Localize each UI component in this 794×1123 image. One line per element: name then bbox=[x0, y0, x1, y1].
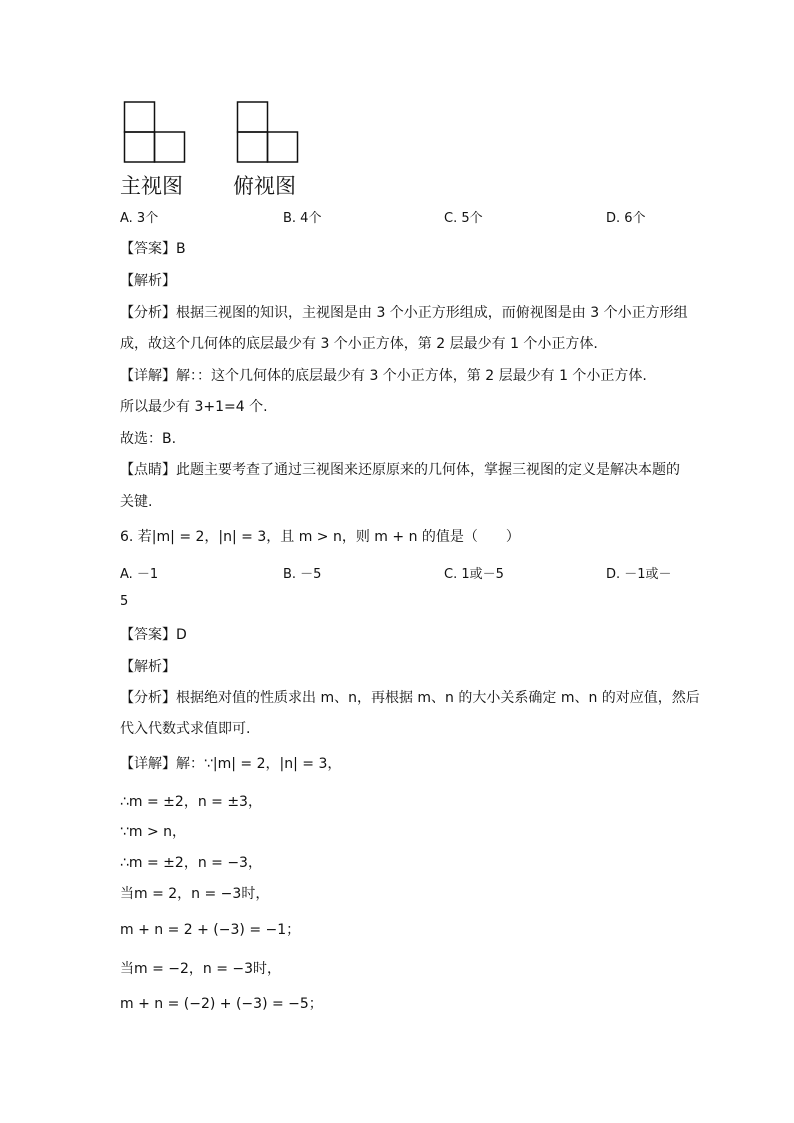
q6-option-d: D. －1或－ bbox=[606, 567, 672, 582]
q5-analysis-line-2: 成，故这个几何体的底层最少有 3 个小正方体，第 2 层最少有 1 个小正方体. bbox=[120, 336, 598, 352]
q6-option-a: A. －1 bbox=[120, 567, 159, 582]
q5-analysis-line-1: 【分析】根据三视图的知识，主视图是由 3 个小正方形组成，而俯视图是由 3 个小正方形组 bbox=[120, 305, 688, 321]
q6-analysis-label: 【解析】 bbox=[120, 659, 176, 675]
q6-step-7: 当m = −2，n = −3时， bbox=[120, 961, 282, 977]
top-view-caption: 俯视图 bbox=[233, 174, 296, 198]
q5-detail-line-2: 所以最少有 3+1=4 个. bbox=[120, 399, 268, 415]
q5-option-a: A. 3个 bbox=[120, 211, 159, 226]
q6-step-4: ∴m = ±2，n = −3， bbox=[120, 855, 262, 871]
front-view-figure bbox=[123, 100, 187, 164]
q6-step-1: 【详解】解：∵|m| = 2，|n| = 3， bbox=[120, 756, 342, 772]
q5-option-b: B. 4个 bbox=[283, 211, 322, 226]
q6-option-b: B. －5 bbox=[283, 567, 322, 582]
q6-option-c: C. 1或－5 bbox=[444, 567, 504, 582]
q5-comment-line-1: 【点睛】此题主要考查了通过三视图来还原原来的几何体，掌握三视图的定义是解决本题的 bbox=[120, 462, 680, 478]
q6-analysis-line-2: 代入代数式求值即可. bbox=[120, 721, 251, 737]
q6-analysis-line-1: 【分析】根据绝对值的性质求出 m、n，再根据 m、n 的大小关系确定 m、n 的对应值，然后 bbox=[120, 690, 700, 706]
q6-step-2: ∴m = ±2，n = ±3， bbox=[120, 794, 262, 810]
q6-stem: 6. 若|m| = 2，|n| = 3，且 m > n，则 m + n 的值是（ ） bbox=[120, 529, 520, 545]
q6-option-d-wrap: 5 bbox=[120, 594, 129, 609]
top-view-figure bbox=[236, 100, 300, 164]
q5-option-d: D. 6个 bbox=[606, 211, 646, 226]
q6-step-3: ∵m > n， bbox=[120, 824, 187, 840]
q5-choice: 故选：B. bbox=[120, 431, 177, 447]
q5-analysis-label: 【解析】 bbox=[120, 273, 176, 289]
front-view-caption: 主视图 bbox=[120, 174, 183, 198]
q5-option-c: C. 5个 bbox=[444, 211, 483, 226]
q5-answer: 【答案】B bbox=[120, 241, 186, 257]
q5-comment-line-2: 关键. bbox=[120, 494, 153, 510]
q6-answer: 【答案】D bbox=[120, 627, 187, 643]
q6-step-6: m + n = 2 + (−3) = −1； bbox=[120, 922, 301, 938]
q6-step-8: m + n = (−2) + (−3) = −5； bbox=[120, 996, 323, 1012]
q5-detail-line-1: 【详解】解：：这个几何体的底层最少有 3 个小正方体，第 2 层最少有 1 个小正方体. bbox=[120, 368, 647, 384]
q6-step-5: 当m = 2，n = −3时， bbox=[120, 886, 270, 902]
